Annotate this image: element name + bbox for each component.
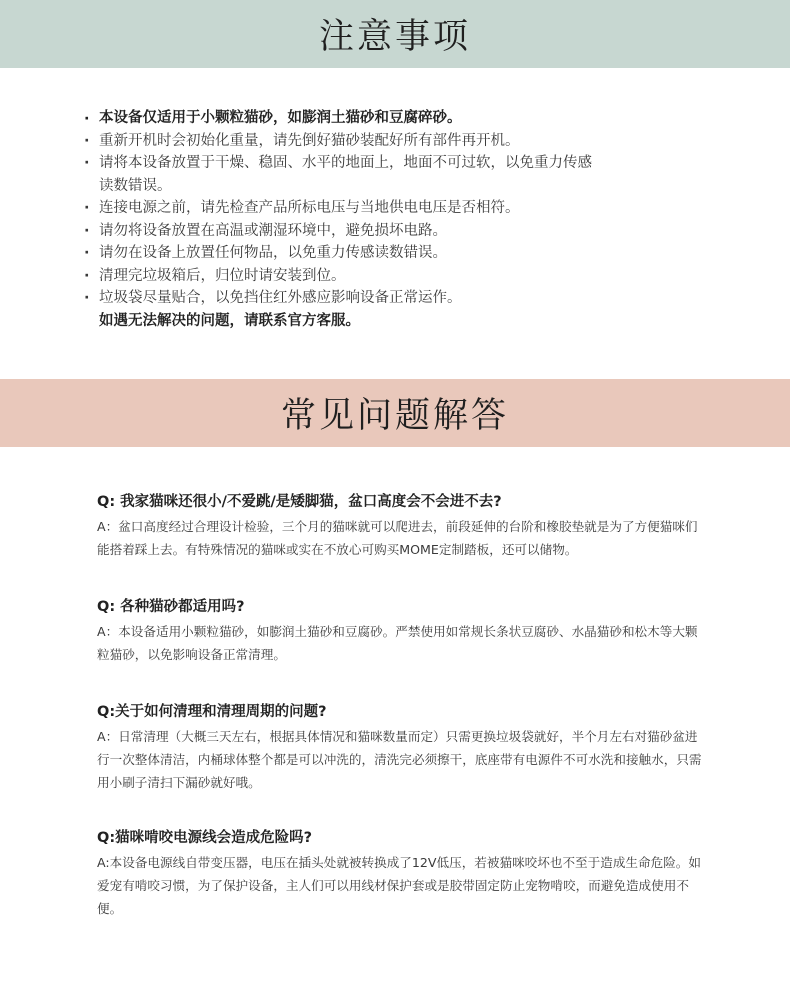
faq-answer: A：盆口高度经过合理设计检验，三个月的猫咪就可以爬进去，前段延伸的台阶和橡胶垫就是为了方便猫咪们能搭着踩上去。有特殊情况的猫咪或实在不放心可购买MOME定制踏板，还可以储物。: [97, 519, 698, 557]
notice-banner: [0, 0, 790, 68]
faq-question: Q:关于如何清理和清理周期的问题?: [97, 704, 327, 720]
notice-title: 注意事项: [318, 17, 471, 57]
faq-question: Q: 我家猫咪还很小/不爱跳/是矮脚猫，盆口高度会不会进不去?: [97, 494, 502, 510]
bullet-icon: ·: [84, 200, 90, 216]
notice-item-text: 清理完垃圾箱后，归位时请安装到位。: [99, 267, 346, 284]
bullet-icon: ·: [84, 222, 90, 239]
faq-question: Q:猫咪啃咬电源线会造成危险吗?: [97, 830, 313, 846]
faq-answer: A:本设备电源线自带变压器，电压在插头处就被转换成了12V低压，若被猫咪咬坏也不至于造成生命危险。如爱宠有啃咬习惯，为了保护设备，主人们可以用线材保护套或是胶带固定防止宠物啃咬，而避免造成使用不便。: [97, 855, 701, 916]
notice-item: [82, 152, 604, 197]
notice-item: [82, 107, 722, 130]
notice-item-text: 请勿将设备放置在高温或潮湿环境中，避免损坏电路。: [99, 222, 447, 239]
notice-item: [82, 197, 722, 220]
notice-item-text: 请勿在设备上放置任何物品，以免重力传感读数错误。: [99, 245, 447, 261]
notice-item: [82, 220, 722, 243]
notice-item-text: 垃圾袋尽量贴合，以免挡住红外感应影响设备正常运作。: [99, 290, 462, 306]
faq-item: [97, 828, 707, 920]
bullet-icon: ·: [84, 245, 90, 261]
faq-title: 常见问题解答: [280, 396, 509, 436]
notice-footer: [82, 310, 722, 333]
faq-answer: A：本设备适用小颗粒猫砂，如膨润土猫砂和豆腐砂。严禁使用如常规长条状豆腐砂、水晶猫砂和松木等大颗粒猫砂，以免影响设备正常清理。: [97, 624, 698, 662]
faq-item: [97, 492, 707, 561]
faq-answer: A：日常清理（大概三天左右，根据具体情况和猫咪数量而定）只需更换垃圾袋就好，半个月左右对猫砂盆进行一次整体清洁，内桶球体整个都是可以冲洗的，清洗完必须擦干，底座带有电源件不可水洗和接触水，只需用小刷子清扫下漏砂就好哦。: [97, 729, 702, 790]
notice-item-text: 连接电源之前，请先检查产品所标电压与当地供电电压是否相符。: [99, 200, 520, 216]
bullet-icon: ·: [84, 155, 90, 171]
bullet-icon: ·: [84, 132, 90, 149]
bullet-icon: ·: [84, 267, 90, 284]
faq-banner: [0, 379, 790, 447]
notice-item-text: 请将本设备放置于干燥、稳固、水平的地面上，地面不可过软，以免重力传感读数错误。: [99, 155, 592, 194]
notice-item: [82, 287, 722, 310]
notice-item-text: 本设备仅适用于小颗粒猫砂，如膨润土猫砂和豆腐碎砂。: [99, 110, 462, 126]
notice-list: [82, 107, 722, 332]
faq-item: [97, 597, 707, 666]
bullet-icon: ·: [84, 290, 90, 306]
notice-item: [82, 265, 722, 288]
bullet-icon: ·: [84, 111, 90, 127]
notice-item-text: 重新开机时会初始化重量，请先倒好猫砂装配好所有部件再开机。: [99, 132, 520, 149]
notice-item: [82, 242, 722, 265]
notice-footer-text: 如遇无法解决的问题，请联系官方客服。: [99, 312, 360, 329]
notice-item: [82, 130, 722, 153]
faq-question: Q: 各种猫砂都适用吗?: [97, 599, 245, 615]
faq-item: [97, 702, 707, 794]
